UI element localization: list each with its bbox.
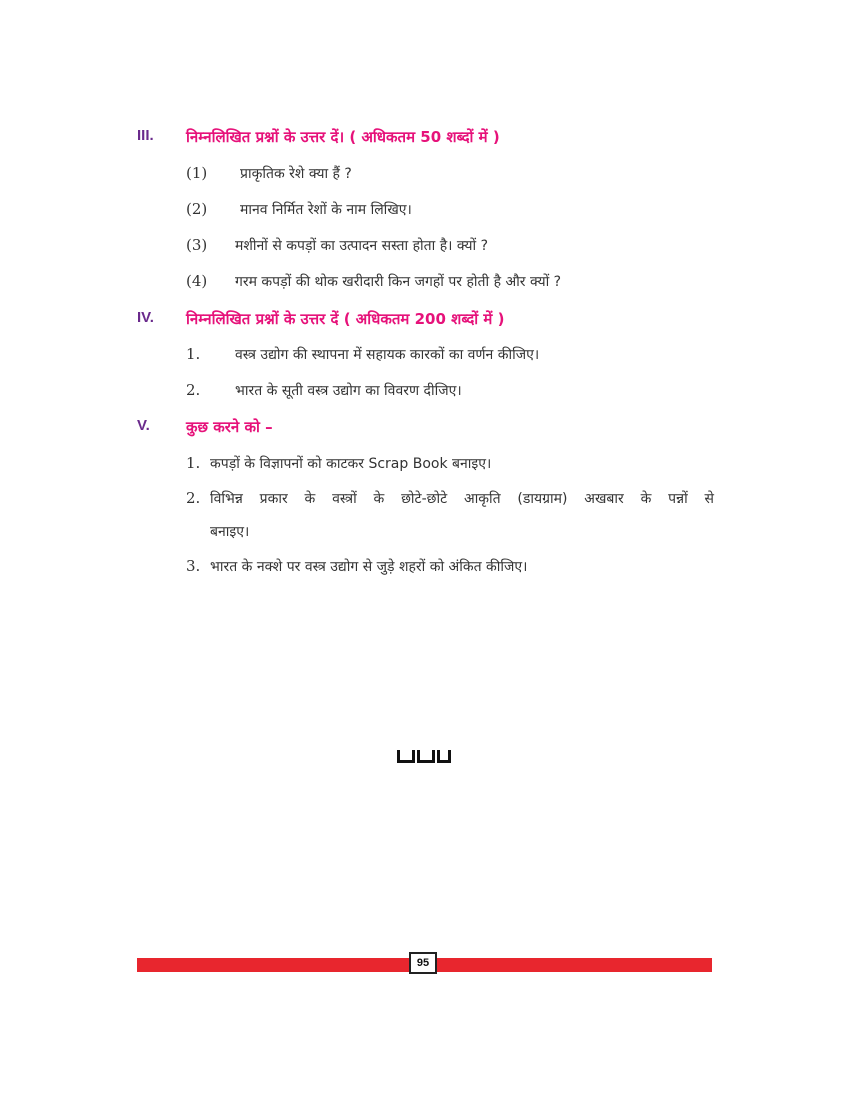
section-number: III. [137,127,154,144]
section-title: निम्नलिखित प्रश्नों के उत्तर दें। ( अधिकतम 50 शब्दों में ) [186,128,500,146]
question-number: 2. [186,381,201,399]
question-number: (4) [186,272,208,290]
bracket-mark-icon [397,750,415,763]
bracket-mark-icon [437,750,451,763]
question-text: भारत के सूती वस्त्र उद्योग का विवरण दीजिए। [235,383,462,399]
question-text: गरम कपड़ों की थोक खरीदारी किन जगहों पर होती है और क्यों ? [235,274,562,290]
bracket-mark-icon [417,750,435,763]
activity-text: कपड़ों के विज्ञापनों को काटकर Scrap Book बनाइए। [210,456,492,472]
activity-number: 3. [186,557,201,575]
question-text: मानव निर्मित रेशों के नाम लिखिए। [240,202,412,218]
section-number: IV. [137,309,154,326]
question-text: प्राकृतिक रेशे क्या हैं ? [240,166,352,182]
activity-item-continuation [0,522,850,548]
activity-item [0,557,850,583]
section-iii-heading [0,127,850,151]
activity-number: 2. [186,489,201,507]
question-number: 1. [186,345,201,363]
question-item [0,236,850,262]
section-v-heading [0,417,850,441]
question-item [0,345,850,371]
end-of-chapter-ornament [397,750,453,768]
question-item [0,164,850,190]
section-title: कुछ करने को – [186,418,273,436]
activity-item [0,489,850,515]
activity-number: 1. [186,454,201,472]
section-number: V. [137,417,150,434]
question-item [0,200,850,226]
question-text: वस्त्र उद्योग की स्थापना में सहायक कारकों का वर्णन कीजिए। [235,347,540,363]
question-number: (3) [186,236,208,254]
page-number: 95 [409,952,437,974]
activity-text-continued: बनाइए। [210,524,250,540]
section-iv-heading [0,309,850,333]
question-item [0,381,850,407]
question-text: मशीनों से कपड़ों का उत्पादन सस्ता होता है। क्यों ? [235,238,489,254]
activity-text: विभिन्न प्रकार के वस्त्रों के छोटे-छोटे आकृति (डायग्राम) अखबार के पन्नों से [210,491,714,507]
activity-text: भारत के नक्शे पर वस्त्र उद्योग से जुड़े शहरों को अंकित कीजिए। [210,559,528,575]
question-number: (2) [186,200,208,218]
activity-item [0,454,850,480]
section-title: निम्नलिखित प्रश्नों के उत्तर दें ( अधिकतम 200 शब्दों में ) [186,310,505,328]
question-item [0,272,850,298]
question-number: (1) [186,164,208,182]
